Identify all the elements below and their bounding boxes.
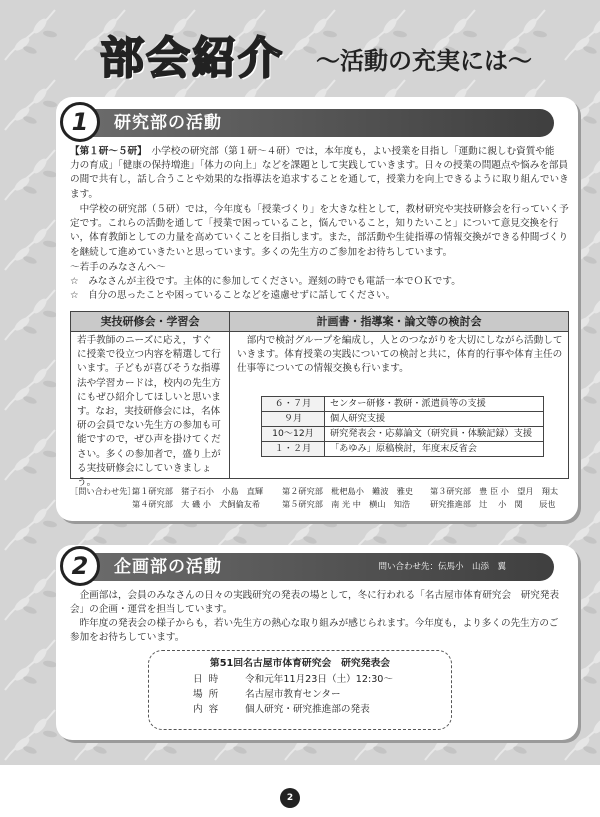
page-subtitle: ～活動の充実には～ xyxy=(316,47,532,75)
planning-section-header xyxy=(64,553,554,581)
page-title: 部会紹介 xyxy=(100,33,284,84)
schedule-month: 10～12月 xyxy=(262,427,325,442)
contact-entry: 第２研究部 枇杷島小 難波 雅史 xyxy=(282,486,414,496)
contact-entry: 研究推進部 辻 小 関 辰也 xyxy=(430,499,556,509)
schedule-item: 個人研究支援 xyxy=(325,412,544,427)
activity-table xyxy=(70,311,569,489)
text-line: 参加をお待ちしています。 xyxy=(70,632,185,644)
young-item: ☆ みなさんが主役です。主体的に参加してください。遅刻の時でも電話一本でＯＫです。 xyxy=(70,276,461,288)
event-row-place xyxy=(193,688,341,702)
text-line: 力の育成」「健康の保持増進」「体力の向上」などを課題として実践していきます。日々の授業の問題点や悩みを部員 xyxy=(70,160,569,172)
young-heading: ～若手のみなさんへ～ xyxy=(70,262,166,273)
text-line: 中学校の研究部（５研）では，今年度も「授業づくり」を大きな柱として，教材研究や実技研修会を行っていく予 xyxy=(79,204,569,215)
research-paragraph-1 xyxy=(70,145,570,202)
planning-contact: 問い合わせ先：伝馬小 山添 翼 xyxy=(378,562,506,572)
text-line: 若手教師のニーズに応え，すぐ xyxy=(77,335,212,346)
schedule-item: 「あゆみ」原稿検討，年度末反省会 xyxy=(325,442,544,457)
schedule-table xyxy=(261,396,544,457)
paragraph-lead: 【第１研～５研】 xyxy=(70,146,142,157)
young-teachers-note xyxy=(70,261,570,304)
event-label: 場所 xyxy=(193,689,225,700)
text-line: 会」の企画・運営を担当しています。 xyxy=(70,604,233,616)
table-divider xyxy=(229,312,230,478)
contact-entry: 第５研究部 南 光 中 横山 知浩 xyxy=(282,499,411,509)
text-line: を継続して進めていきたいと思っています。多くの先生方のご参加をお待ちしています。 xyxy=(70,246,453,258)
planning-section-panel xyxy=(56,545,578,740)
text-line: 小学校の研究部（第１研～４研）では，本年度も，よい授業を目指し「運動に親しむ資質や能 xyxy=(151,146,555,157)
section-title: 研究部の活動 xyxy=(114,113,222,133)
research-paragraph-2 xyxy=(70,203,570,260)
page-number: 2 xyxy=(280,788,300,808)
text-line: いきます。体育授業の実践についての検討と共に，体育的行事や体育主任の xyxy=(237,349,563,361)
event-value: 名古屋市教育センター xyxy=(245,689,341,700)
text-line: にもぜひ紹介してほしいと思いま xyxy=(77,391,221,403)
text-line: の間で共有し，話し合うことや効果的な指導法を追求することを通して，授業力を向上できるように取り組んでいき xyxy=(70,174,569,186)
schedule-month: ６・７月 xyxy=(262,397,325,412)
text-line: 昨年度の発表会の様子からも，若い先生方の熱心な取り組みが感じられます。今年度も，より多くの先生方のご xyxy=(79,618,559,629)
text-line: い，体育教師としての力量を高めていくことを目指します。また，部活動や生徒指導の情報交換ができる仲間づくり xyxy=(70,232,569,244)
schedule-item: センター研修・教研・派遣員等の支援 xyxy=(325,397,544,412)
table-row xyxy=(262,397,544,412)
schedule-month: ９月 xyxy=(262,412,325,427)
text-line: る実技研修会にしていきましょう。 xyxy=(77,462,212,489)
event-label: 日時 xyxy=(193,674,225,685)
practical-description xyxy=(77,334,227,490)
young-item: ☆ 自分の思ったことや困っていることなどを遠慮せずに話してください。 xyxy=(70,290,396,302)
schedule-month: １・２月 xyxy=(262,442,325,457)
event-label: 内容 xyxy=(193,704,225,715)
event-title: 第51回名古屋市体育研究会 研究発表会 xyxy=(209,658,391,669)
text-line: 部内で検討グループを編成し，人とのつながりを大切にしながら活動して xyxy=(246,335,563,346)
contact-entry: 第４研究部 大 磯 小 犬飼倫友希 xyxy=(132,499,261,509)
section-number-badge: 1 xyxy=(60,102,100,142)
table-row xyxy=(262,427,544,442)
text-line: 能ですので，ぜひ声を掛けてくだ xyxy=(77,434,221,446)
text-line: 仕事等についての情報交換も行います。 xyxy=(237,363,409,375)
page-header xyxy=(100,28,580,90)
event-row-content xyxy=(193,703,370,717)
contact-entry: 第１研究部 猪子石小 小島 直輝 xyxy=(132,486,264,496)
text-line: に授業で役立つ内容を精選して行 xyxy=(77,349,221,361)
contact-entry: 第３研究部 豊 臣 小 望月 翔太 xyxy=(430,486,559,496)
event-value: 個人研究・研究推進部の発表 xyxy=(245,704,370,715)
text-line: さい。多くの参加者で，盛り上が xyxy=(77,448,221,460)
text-line: 法や学習カードは，校内の先生方 xyxy=(77,377,221,389)
table-header-review: 計画書・指導案・論文等の検討会 xyxy=(230,312,568,332)
contact-label: ［問い合わせ先］： xyxy=(70,486,140,496)
schedule-item: 研究発表会・応募論文（研究員・体験記録）支援 xyxy=(325,427,544,442)
text-line: 企画部は，会員のみなさんの日々の実践研究の発表の場として，冬に行われる「名古屋市体育研究会 研究発表 xyxy=(79,590,560,601)
text-line: 研の会員でない先生方の参加も可 xyxy=(77,420,221,432)
text-line: ます。 xyxy=(70,188,99,200)
text-line: います。子どもが喜びそうな指導 xyxy=(77,363,221,375)
review-description xyxy=(237,334,565,377)
section-number-badge: 2 xyxy=(60,546,100,586)
planning-paragraph-2 xyxy=(70,617,570,645)
text-line: す。なお，実技研修会には，名体 xyxy=(77,406,221,418)
table-row xyxy=(262,412,544,427)
table-row xyxy=(262,442,544,457)
section-title: 企画部の活動 xyxy=(114,557,222,577)
event-row-date xyxy=(193,673,393,687)
research-section-header xyxy=(64,109,554,137)
text-line: 定です。これらの活動を通して「授業で困っていること，悩んでいること，知りたいこと」について意見交換を行 xyxy=(70,218,559,230)
event-value: 令和元年11月23日（土）12:30～ xyxy=(245,674,394,685)
research-section-panel xyxy=(56,97,578,521)
planning-paragraph-1 xyxy=(70,589,570,617)
table-header-practical: 実技研修会・学習会 xyxy=(71,312,230,332)
event-info-box xyxy=(148,650,452,730)
